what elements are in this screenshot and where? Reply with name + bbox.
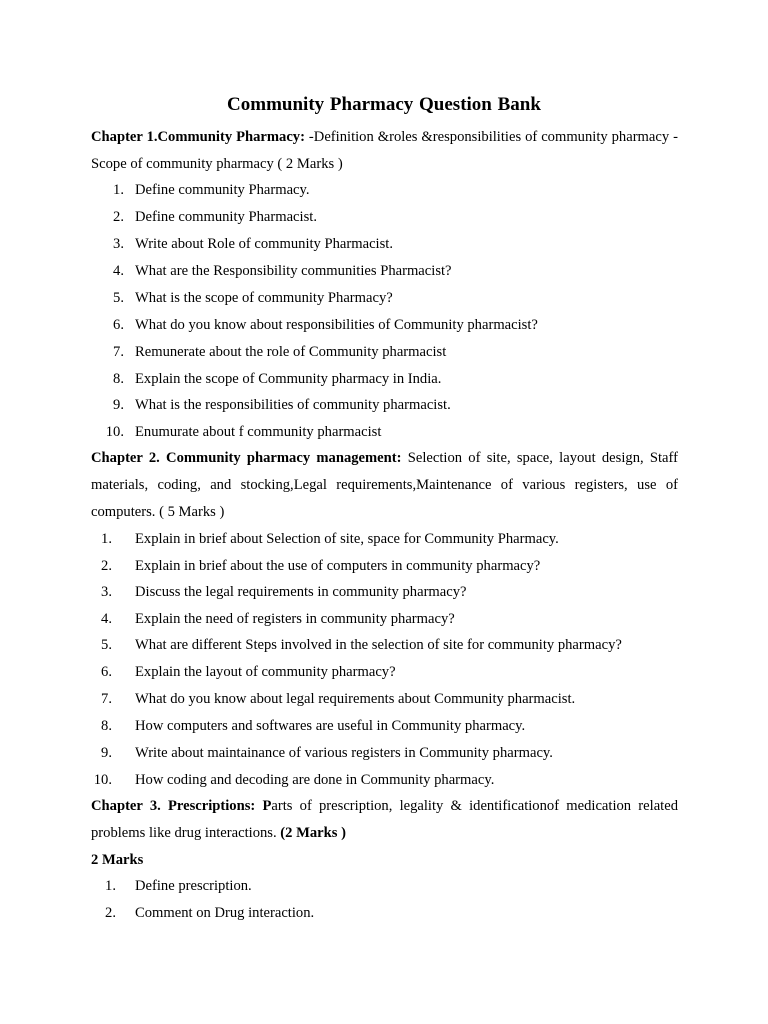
chapter-3-description: arts of prescription, legality & identificationof medication related problems like drug interactions. <box>91 798 678 841</box>
chapter-1-intro <box>91 124 678 178</box>
chapter-2-description: Selection of site, space, layout design, Staff materials, coding, and stocking,Legal requirements,Maintenance of various registers, use of computers. ( 5 Marks ) <box>91 450 678 520</box>
chapter-3-marks: (2 Marks ) <box>280 825 346 841</box>
chapter-1-heading: Chapter 1.Community Pharmacy: <box>91 129 305 145</box>
chapter-1-description: -Definition &roles &responsibilities of community pharmacy -Scope of community pharmacy ( 2 Marks ) <box>91 129 678 172</box>
chapter-3-intro <box>91 793 678 847</box>
page-title: Community Pharmacy Question Bank <box>227 94 541 115</box>
document-page: Community Pharmacy Question Bank Chapter 1.Community Pharmacy: -Definition &roles &responsibilities of community pharmacy -Scope of community pharmacy ( 2 Marks ) 1. Define community Pharmacy. 2. Define community Pharmacist. 3. Write about Role of community Pharmacist. 4. What are the Responsibility communities Pharmacist? 5. What is the scope of community Pharmacy? 6. What do you know about responsibilities of Community pharmacist? 7. Remunerate about the role of Community pharmacist 8. Explain the scope of Community pharmacy in India. 9. What is the responsibilities of community pharmacist. 10. Enumurate about f community pharmacist Chapter 2. Community pharmacy management: Selection of site, space, layout design, Staff materials, coding, and stocking,Legal requirements,Maintenance of various registers, use of computers. ( 5 Marks ) 1. Explain in brief about Selection of site, space for Community Pharmacy. 2. Explain in brief about the use of computers in community pharmacy? 3. Discuss the legal requirements in community pharmacy? 4. Explain the need of registers in community pharmacy? 5. What are different Steps involved in the selection of site for community pharmacy? 6. Explain the layout of community pharmacy? 7. What do you know about legal requirements about Community pharmacist. 8. How computers and softwares are useful in Community pharmacy. 9. Write about maintainance of various registers in Community pharmacy. 10. How coding and decoding are done in Community pharmacy. Chapter 3. Prescriptions: Parts of prescription, legality & identificationof medication related problems like drug interactions. (2 Marks ) 2 Marks 1. Define prescription. 2. Comment on Drug interaction. <box>0 0 768 1024</box>
chapter-2-intro <box>91 445 678 526</box>
chapter-2-heading: Chapter 2. Community pharmacy management: <box>91 450 402 466</box>
chapter-3-heading: Chapter 3. Prescriptions: P <box>91 798 272 814</box>
marks-subheading: 2 Marks <box>91 852 144 868</box>
